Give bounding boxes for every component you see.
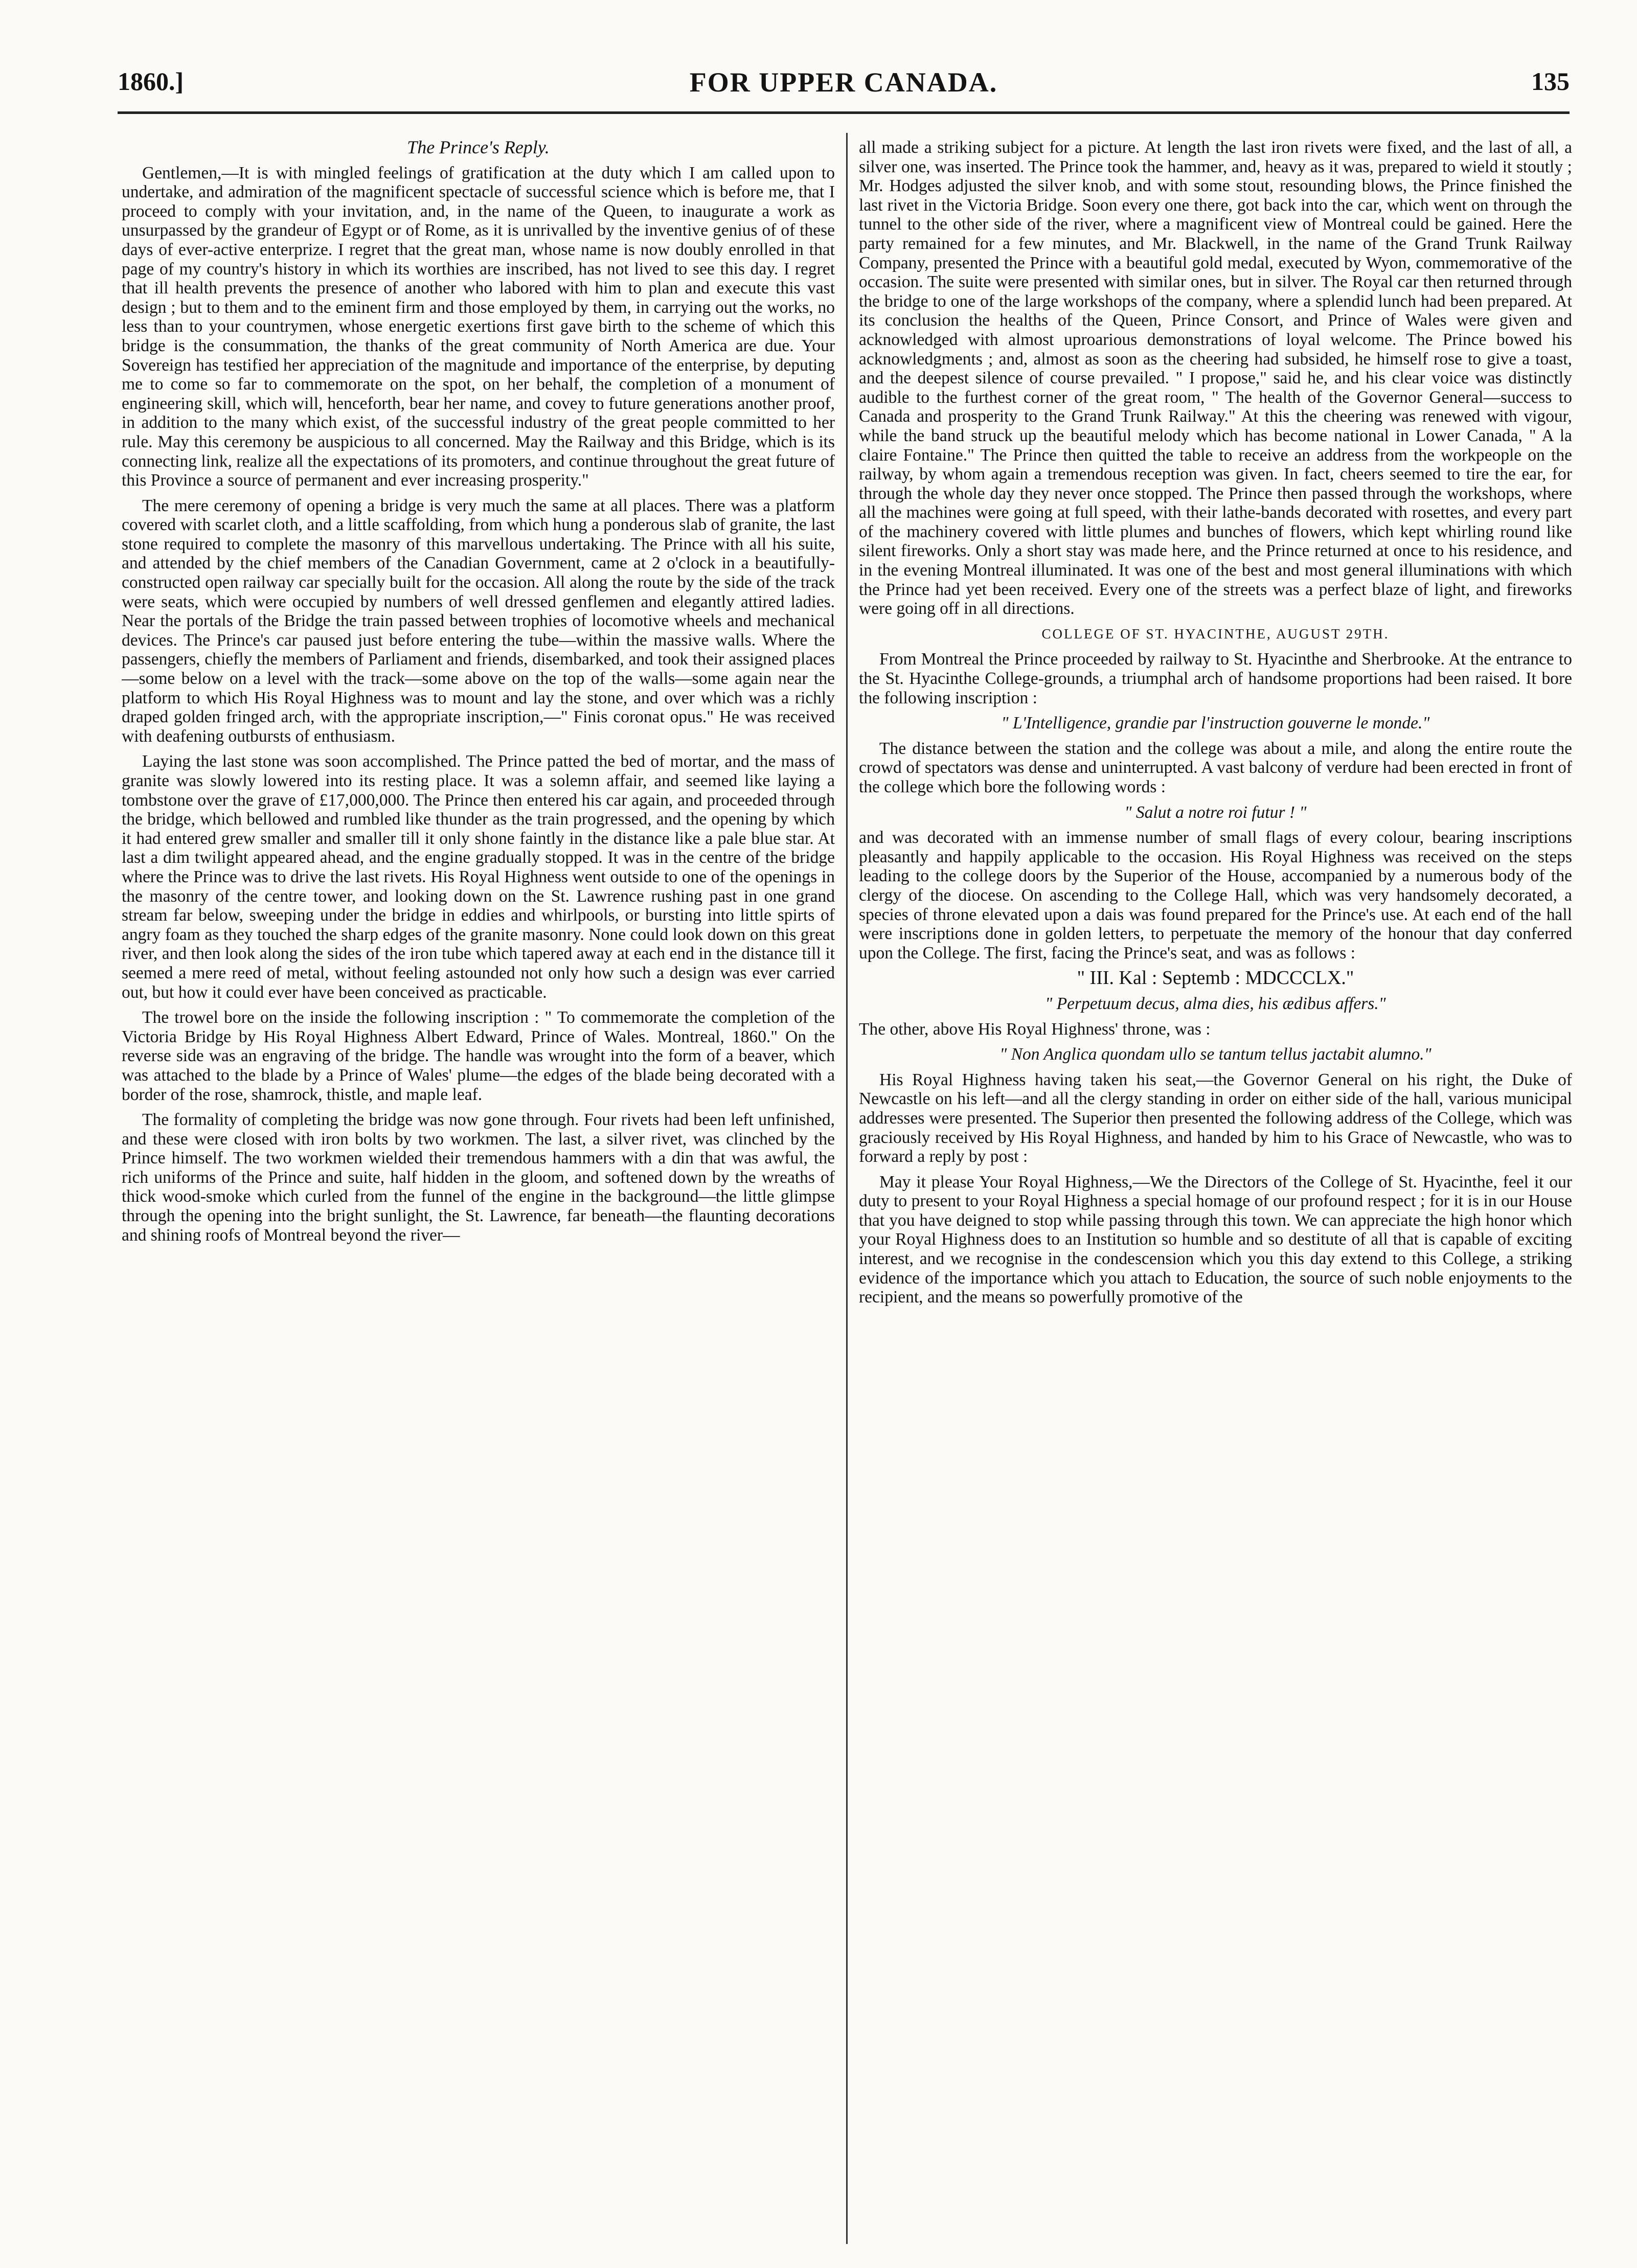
paragraph: The other, above His Royal Highness' throne, was : bbox=[859, 1019, 1211, 1039]
inscription-quote: " Salut a notre roi futur ! " bbox=[1124, 803, 1307, 822]
header-title: FOR UPPER CANADA. bbox=[689, 67, 998, 98]
header-year: 1860.] bbox=[118, 67, 184, 96]
inscription-quote: " L'Intelligence, grandie par l'instruction gouverne le monde." bbox=[1001, 714, 1430, 733]
paragraph: The trowel bore on the inside the following inscription : " To commemorate the completion of the Victoria Bridge by His Royal Highness Albert Edward, Prince of Wales. Montreal, 1860." On the reverse side was an engraving of the bridge. The handle was wrought into the form of a beaver, which was attached to the blade by a Prince of Wales' plume—the edges of the blade being decorated with a border of the rose, shamrock, thistle, and maple leaf. bbox=[122, 1008, 835, 1104]
paragraph: The formality of completing the bridge was now gone through. Four rivets had been left unfinished, and these were closed with iron bolts by two workmen. The last, a silver rivet, was clinched by the Prince himself. The two workmen wielded their tremendous hammers with a din that was awful, the rich uniforms of the Prince and suite, half hidden in the gloom, and softened down by the wreaths of thick wood-smoke which curled from the funnel of the engine in the background—the little glimpse through the opening into the bright sunlight, the St. Lawrence, far beneath—the flaunting decorations and shining roofs of Montreal beyond the river— bbox=[122, 1110, 835, 1245]
right-column bbox=[859, 138, 1572, 2244]
paragraph: The distance between the station and the college was about a mile, and along the entire route the crowd of spectators was dense and uninterrupted. A vast balcony of verdure had been erected in front of the college which bore the following words : bbox=[859, 739, 1572, 796]
paragraph: and was decorated with an immense number of small flags of every colour, bearing inscriptions pleasantly and happily applicable to the occasion. His Royal Highness was received on the steps leading to the college doors by the Superior of the House, accompanied by a numerous body of the clergy of the diocese. On ascending to the College Hall, which was very handsomely decorated, a species of throne elevated upon a dais was found prepared for the Prince's use. At each end of the hall were inscriptions done in golden letters, to perpetuate the memory of the honour that day conferred upon the College. The first, facing the Prince's seat, and was as follows : bbox=[859, 828, 1572, 963]
page-header bbox=[118, 55, 1570, 114]
inscription-quote: " Non Anglica quondam ullo se tantum tellus jactabit alumno." bbox=[999, 1045, 1431, 1064]
paragraph: Laying the last stone was soon accomplished. The Prince patted the bed of mortar, and the mass of granite was slowly lowered into its resting place. It was a solemn affair, and seemed like laying a tombstone over the grave of £17,000,000. The Prince then entered his car again, and proceeded through the bridge, which bellowed and rumbled like thunder as the train progressed, and the opening by which it had entered grew smaller and smaller till it only shone faintly in the distance like a pale blue star. At last a dim twilight appeared ahead, and the engine gradually stopped. It was in the centre of the bridge where the Prince was to drive the last rivets. His Royal Highness went outside to one of the openings in the masonry of the centre tower, and looking down on the St. Lawrence rushing past in one grand stream far below, sweeping under the bridge in eddies and whirlpools, or bursting into little spirts of angry foam as they touched the sharp edges of the granite masonry. None could look down on this great river, and then look along the sides of the iron tube which tapered away at each end in the distance till it seemed a mere reed of metal, without feeling astounded not only how such a design was ever carried out, but how it could ever have been conceived as practicable. bbox=[122, 752, 835, 1002]
inscription-quote: " III. Kal : Septemb : MDCCCLX." bbox=[1077, 967, 1354, 989]
page-number: 135 bbox=[1531, 67, 1570, 96]
paragraph: The mere ceremony of opening a bridge is very much the same at all places. There was a platform covered with scarlet cloth, and a little scaffolding, from which hung a ponderous slab of granite, the last stone required to complete the masonry of this marvellous undertaking. The Prince with all his suite, and attended by the chief members of the Canadian Government, came at 2 o'clock in a beautifully-constructed open railway car specially built for the occasion. All along the route by the side of the track were seats, which were occupied by numbers of well dressed genflemen and elegantly attired ladies. Near the portals of the Bridge the train passed between trophies of locomotive wheels and mechanical devices. The Prince's car paused just before entering the tube—within the massive walls. Where the passengers, chiefly the members of Parliament and friends, disembarked, and took their assigned places—some below on a level with the track—some above on the top of the walls—some again near the platform to which His Royal Highness was to mount and lay the stone, and over which was a richly draped golden fringed arch, with the appropriate inscription,—" Finis coronat opus." He was received with deafening outbursts of enthusiasm. bbox=[122, 496, 835, 746]
paragraph: Gentlemen,—It is with mingled feelings of gratification at the duty which I am called upon to undertake, and admiration of the magnificent spectacle of successful science which is before me, that I proceed to comply with your invitation, and, in the name of the Queen, to inaugurate a work as unsurpassed by the grandeur of Egypt or of Rome, as it is unrivalled by the inventive genius of of these days of ever-active enterprize. I regret that the great man, whose name is now doubly enrolled in that page of my country's history in which its worthies are inscribed, has not lived to see this day. I regret that ill health prevents the presence of another who labored with him to plan and execute this vast design ; but to them and to the eminent firm and those employed by them, in carrying out the works, no less than to your countrymen, whose energetic exertions first gave birth to the scheme of which this bridge is the consummation, the thanks of the great community of North America are due. Your Sovereign has testified her appreciation of the magnitude and importance of the enterprise, by deputing me to come so far to commemorate on the spot, on her behalf, the completion of a monument of engineering skill, which will, henceforth, bear her name, and covey to future generations another proof, in addition to the many which exist, of the successful industry of the great people committed to her rule. May this ceremony be auspicious to all concerned. May the Railway and this Bridge, which is its connecting link, realize all the expectations of its promoters, and continue throughout the great future of this Province a source of permanent and ever increasing prosperity." bbox=[122, 163, 835, 490]
paragraph: From Montreal the Prince proceeded by railway to St. Hyacinthe and Sherbrooke. At the entrance to the St. Hyacinthe College-grounds, a triumphal arch of handsome proportions had been raised. It bore the following inscription : bbox=[859, 650, 1572, 707]
column-divider bbox=[846, 133, 848, 2244]
paragraph: May it please Your Royal Highness,—We the Directors of the College of St. Hyacinthe, feel it our duty to present to your Royal Highness a special homage of our profound respect ; for it is in our House that you have deigned to stop while passing through this town. We can appreciate the high honor which your Royal Highness does to an Institution so humble and so destitute of all that is capable of exciting interest, and we recognise in the condescension which you this day extend to this College, a striking evidence of the importance which you attach to Education, the source of such noble enjoyments to the recipient, and the means so powerfully promotive of the bbox=[859, 1172, 1572, 1307]
paragraph: His Royal Highness having taken his seat,—the Governor General on his right, the Duke of Newcastle on his left—and all the clergy standing in order on either side of the hall, various municipal addresses were presented. The Superior then presented the following address of the College, which was graciously received by His Royal Highness, and handed by him to his Grace of Newcastle, who was to forward a reply by post : bbox=[859, 1070, 1572, 1166]
section-heading: COLLEGE OF ST. HYACINTHE, AUGUST 29TH. bbox=[1041, 626, 1390, 642]
paragraph: all made a striking subject for a picture. At length the last iron rivets were fixed, and the last of all, a silver one, was inserted. The Prince took the hammer, and, heavy as it was, prepared to wield it stoutly ; Mr. Hodges adjusted the silver knob, and with some stout, resounding blows, the Prince finished the last rivet in the Victoria Bridge. Soon every one there, got back into the car, which went on through the tunnel to the other side of the river, where a magnificent view of Montreal could be gained. Here the party remained for a few minutes, and Mr. Blackwell, in the name of the Grand Trunk Railway Company, presented the Prince with a beautiful gold medal, executed by Wyon, commemorative of the occasion. The suite were presented with similar ones, but in silver. The Royal car then returned through the bridge to one of the large workshops of the company, where a splendid lunch had been prepared. At its conclusion the healths of the Queen, Prince Consort, and Prince of Wales were given and acknowledged with almost uproarious demonstrations of loyal welcome. The Prince bowed his acknowledgments ; and, almost as soon as the cheering had subsided, he himself rose to give a toast, and the deepest silence of course prevailed. " I propose," said he, and his clear voice was distinctly audible to the furthest corner of the great room, " The health of the Governor General—success to Canada and prosperity to the Grand Trunk Railway." At this the cheering was renewed with vigour, while the band struck up the beautiful melody which has become national in Lower Canada, " A la claire Fontaine." The Prince then quitted the table to receive an address from the workpeople on the railway, by whom again a tremendous reception was given. In fact, cheers seemed to tire the ear, for through the whole day they never once stopped. The Prince then passed through the workshops, where all the machines were going at full speed, with their lathe-bands decorated with rosettes, and every part of the machinery covered with little plumes and bunches of flowers, which kept whirling round like silent fireworks. Only a short stay was made here, and the Prince returned at once to his residence, and in the evening Montreal illuminated. It was one of the best and most general illuminations with which the Prince had yet been received. Every one of the streets was a perfect blaze of light, and fireworks were going off in all directions. bbox=[859, 138, 1572, 618]
inscription-quote: " Perpetuum decus, alma dies, his ædibus affers." bbox=[1045, 994, 1386, 1013]
section-subhead: The Prince's Reply. bbox=[407, 138, 550, 157]
left-column bbox=[122, 138, 835, 2244]
